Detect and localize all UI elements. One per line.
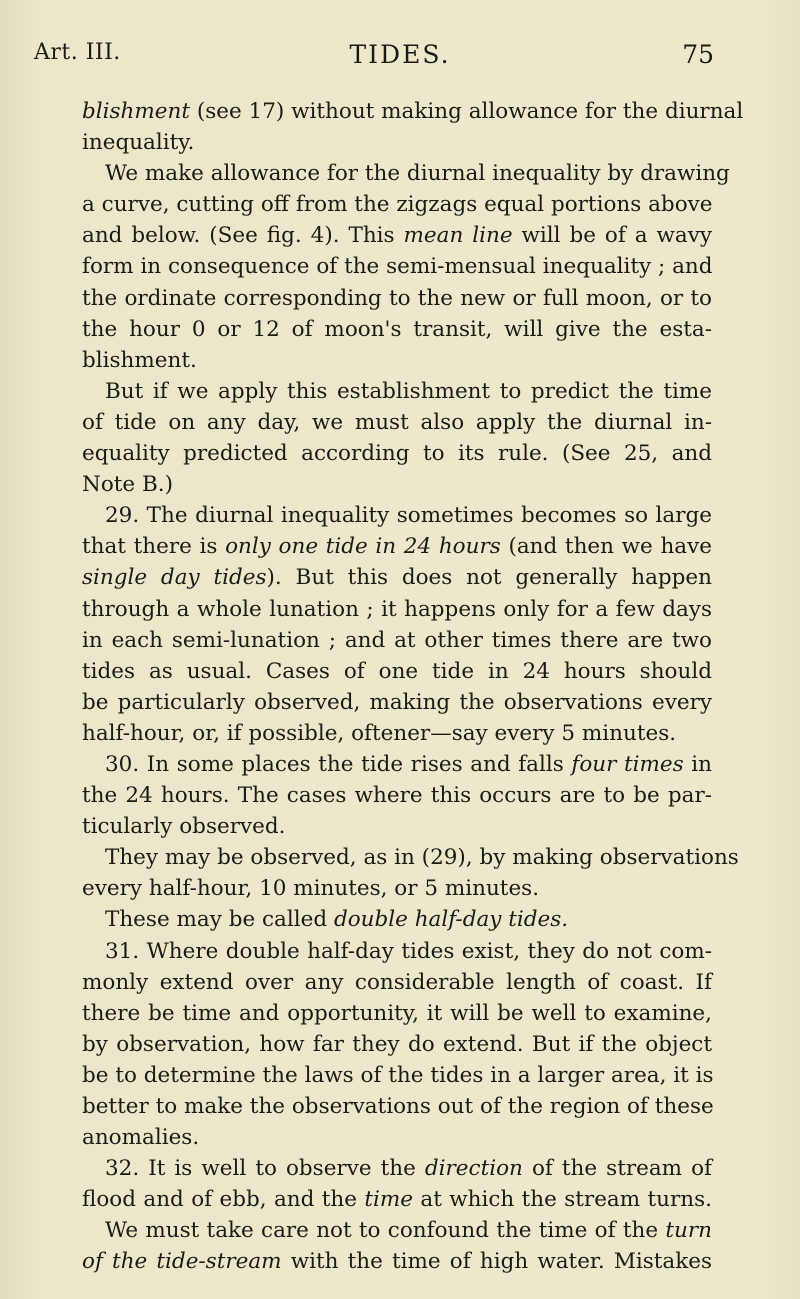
line-text: tides as usual. Cases of one tide in 24 hours should <box>82 658 712 684</box>
running-header <box>0 40 800 80</box>
text-line <box>82 220 712 251</box>
text-line <box>82 967 712 998</box>
italic-text: time <box>364 1187 414 1213</box>
text-line <box>82 811 712 842</box>
line-text: 32. It is well to observe the <box>105 1156 425 1182</box>
text-line <box>82 500 712 531</box>
line-text: 29. The diurnal inequality sometimes becomes so large <box>105 503 712 529</box>
text-line <box>82 283 712 314</box>
line-text: anomalies. <box>82 1125 200 1151</box>
line-text: there be time and opportunity, it will be well to examine, <box>82 1000 712 1026</box>
text-line <box>82 96 744 127</box>
text-line <box>82 842 739 873</box>
text-line <box>82 873 712 904</box>
line-text: 30. In some places the tide rises and falls <box>105 751 572 777</box>
line-text: monly extend over any considerable length of coast. If <box>82 969 712 995</box>
line-text: We must take care not to confound the time of the <box>105 1218 666 1244</box>
text-line <box>82 718 712 749</box>
line-text: (see 17) without making allowance for the diurnal <box>190 99 744 124</box>
text-line <box>82 438 712 469</box>
text-line <box>82 1184 712 1215</box>
line-text: ticularly observed. <box>82 814 286 840</box>
text-line <box>82 1029 712 1060</box>
line-text: be to determine the laws of the tides in a larger area, it is <box>82 1062 714 1088</box>
text-line <box>82 749 712 780</box>
text-line <box>82 127 712 158</box>
italic-text: of the tide-stream <box>82 1249 282 1275</box>
text-line <box>82 687 712 718</box>
text-line <box>82 780 712 811</box>
line-text: half-hour, or, if possible, oftener—say every 5 minutes. <box>82 720 677 746</box>
line-text: better to make the observations out of the region of these <box>82 1094 714 1119</box>
text-line <box>82 1060 712 1091</box>
text-line <box>82 376 712 407</box>
text-line <box>82 1246 712 1277</box>
body-text <box>82 96 744 1278</box>
italic-text: only one tide in 24 hours <box>225 534 501 560</box>
text-line <box>82 1091 712 1122</box>
italic-text: turn <box>665 1218 712 1244</box>
text-line <box>82 656 712 687</box>
text-line <box>82 158 730 189</box>
text-line <box>82 251 712 282</box>
text-line <box>82 1122 712 1153</box>
article-label: Art. III. <box>34 40 121 65</box>
line-text: a curve, cutting off from the zigzags equal portions above <box>82 192 713 218</box>
line-text: (and then we have <box>500 534 712 560</box>
line-text: of the stream of <box>522 1156 712 1182</box>
text-line <box>82 407 712 438</box>
line-text: blishment. <box>82 347 197 373</box>
italic-text: direction <box>424 1156 523 1182</box>
line-text: ). But this does not generally happen <box>266 565 712 591</box>
line-text: the 24 hours. The cases where this occurs are to be par- <box>82 783 712 809</box>
line-text: every half-hour, 10 minutes, or 5 minutes. <box>82 876 540 902</box>
line-text: But if we apply this establishment to predict the time <box>105 378 712 404</box>
line-text: that there is <box>82 534 226 560</box>
line-text: in each semi-lunation ; and at other times there are two <box>82 627 712 653</box>
line-text: with the time of high water. Mistakes <box>281 1249 712 1275</box>
italic-text: double half-day tides. <box>333 907 569 933</box>
line-text: will be of a wavy <box>512 223 712 249</box>
line-text: form in consequence of the semi-mensual inequality ; and <box>82 254 713 280</box>
italic-text: mean line <box>403 223 513 249</box>
text-line <box>82 904 712 935</box>
line-text: Note B.) <box>82 472 173 498</box>
line-text: They may be observed, as in (29), by making observations <box>105 845 739 871</box>
text-line <box>82 314 712 345</box>
italic-text: single day tides <box>82 565 267 591</box>
text-line <box>82 594 712 625</box>
text-line <box>82 562 712 593</box>
text-line <box>82 345 712 376</box>
line-text: of tide on any day, we must also apply the diurnal in- <box>82 409 712 435</box>
text-line <box>82 1153 712 1184</box>
line-text: in <box>683 751 713 777</box>
text-line <box>82 998 712 1029</box>
text-line <box>82 625 712 656</box>
line-text: by observation, how far they do extend. But if the object <box>82 1031 712 1057</box>
page-title: TIDES. <box>349 40 451 69</box>
line-text: at which the stream turns. <box>413 1187 712 1213</box>
page-number: 75 <box>682 40 714 69</box>
line-text: These may be called <box>105 907 334 933</box>
text-line <box>82 189 712 220</box>
line-text: the hour 0 or 12 of moon's transit, will give the esta- <box>82 316 712 342</box>
line-text: the ordinate corresponding to the new or full moon, or to <box>82 285 712 311</box>
line-text: equality predicted according to its rule. (See 25, and <box>82 441 712 467</box>
line-text: through a whole lunation ; it happens only for a few days <box>82 596 712 622</box>
italic-text: blishment <box>82 99 190 124</box>
text-line <box>82 469 712 500</box>
line-text: flood and of ebb, and the <box>82 1187 365 1213</box>
line-text: be particularly observed, making the observations every <box>82 689 712 715</box>
line-text: and below. (See fig. 4). This <box>82 223 404 249</box>
text-line <box>82 936 712 967</box>
text-line <box>82 1215 712 1246</box>
line-text: inequality. <box>82 130 195 156</box>
line-text: We make allowance for the diurnal inequality by drawing <box>105 161 730 187</box>
text-line <box>82 531 712 562</box>
italic-text: four times <box>571 751 684 777</box>
line-text: 31. Where double half-day tides exist, they do not com- <box>105 938 712 964</box>
